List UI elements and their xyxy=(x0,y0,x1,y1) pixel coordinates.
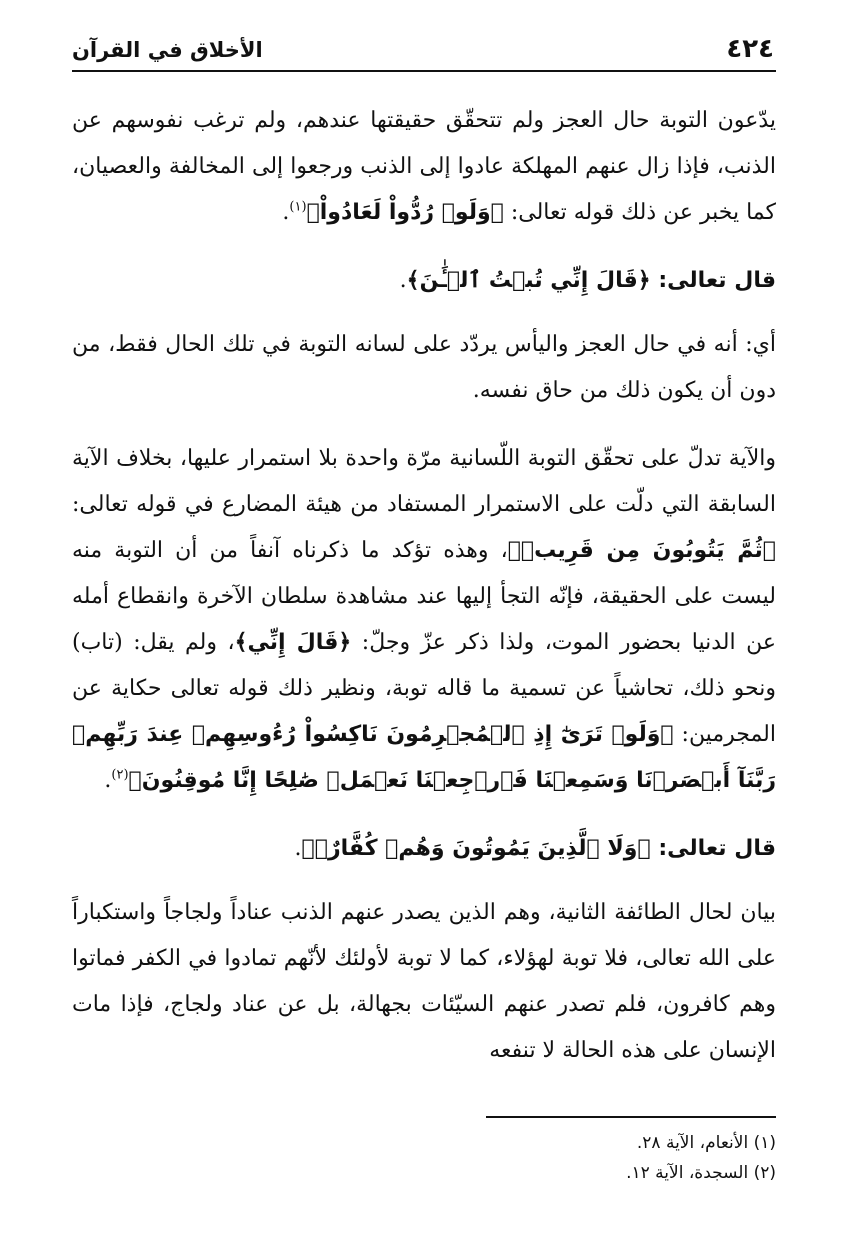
page-number: ٤٢٤ xyxy=(726,34,774,64)
running-title: الأخلاق في القرآن xyxy=(72,38,263,62)
paragraph xyxy=(72,322,776,414)
paragraph-text: والآية تدلّ على تحقّق التوبة اللّسانية مرّة واحدة بلا استمرار عليها، بخلاف الآية السابقة التي دلّت على الاستمرار المستفاد من هيئة المضارع في قوله تعالى: xyxy=(72,446,776,517)
quran-verse: ﴿قَالَ إِنِّي تُبۡتُ ٱلۡـَٰٔنَ﴾ xyxy=(406,268,651,293)
paragraph-text: . xyxy=(399,268,407,293)
quran-verse: ﴿قَالَ إِنِّي﴾ xyxy=(234,630,352,655)
footnote: (١) الأنعام، الآية ٢٨. xyxy=(636,1133,776,1153)
body-text xyxy=(72,98,776,1074)
paragraph xyxy=(72,436,776,804)
footnote-reference: (٢) xyxy=(111,767,129,783)
paragraph-text: بيان لحال الطائفة الثانية، وهم الذين يصدر عنهم الذنب عناداً ولجاجاً واستكباراً على الله تعالى، فلا توبة لهؤلاء، كما لا توبة لأولئك لأنّهم تمادوا في الكفر فماتوا وهم كافرون، فلم تصدر عنهم السيّئات بجهالة، بل عن عناد ولجاج، فإذا مات الإنسان على هذه الحالة لا تنفعه xyxy=(72,900,776,1063)
verse-lead: قال تعالى: xyxy=(650,268,776,293)
paragraph-text: ، وهذه تؤكد ما ذكرناه آنفاً من أن التوبة منه ليست على الحقيقة، فإنّه التجأ إليها عند مشاهدة سلطان الآخرة وانقطاع أمله عن الدنيا بحضور الموت، ولذا ذكر عزّ وجلّ: xyxy=(72,538,776,655)
paragraph-text: . xyxy=(104,768,112,793)
quran-verse: ﴿وَلَوۡ رُدُّواْ لَعَادُواْ﴾ xyxy=(306,200,504,225)
footnote-divider xyxy=(486,1116,776,1118)
verse-lead: قال تعالى: xyxy=(650,836,776,861)
paragraph xyxy=(72,258,776,304)
paragraph xyxy=(72,826,776,872)
footnote-reference: (١) xyxy=(289,199,307,215)
paragraph-text: أي: أنه في حال العجز واليأس يردّد على لسانه التوبة في تلك الحال فقط، من دون أن يكون ذلك من حاق نفسه. xyxy=(72,332,776,403)
quran-verse: ﴿ثُمَّ يَتُوبُونَ مِن قَرِيبٖ﴾ xyxy=(507,538,777,563)
paragraph-text: ، ولم يقل: (تاب) ونحو ذلك، تحاشياً عن تسمية ما قاله توبة، ونظير ذلك قوله تعالى حكاية عن المجرمين: xyxy=(72,630,776,747)
page-header xyxy=(72,30,776,72)
paragraph xyxy=(72,890,776,1074)
footnotes xyxy=(72,1116,776,1188)
paragraph-text: . xyxy=(294,836,302,861)
paragraph-text: يدّعون التوبة حال العجز ولم تتحقّق حقيقتها عندهم، ولم ترغب نفوسهم عن الذنب، فإذا زال عنهم المهلكة عادوا إلى الذنب ورجعوا إلى المخالفة والعصيان، كما يخبر عن ذلك قوله تعالى: xyxy=(72,108,776,225)
quran-verse: ﴿وَلَوۡ تَرَىٰٓ إِذِ ٱلۡمُجۡرِمُونَ نَاكِسُواْ رُءُوسِهِمۡ عِندَ رَبِّهِمۡ رَبَّنَآ أَبۡصَرۡنَا وَسَمِعۡنَا فَٱرۡجِعۡنَا نَعۡمَلۡ صَٰلِحًا إِنَّا مُوقِنُونَ﴾ xyxy=(72,722,776,793)
book-page xyxy=(72,30,776,1220)
footnote: (٢) السجدة، الآية ١٢. xyxy=(626,1163,776,1183)
paragraph xyxy=(72,98,776,236)
quran-verse: ﴿وَلَا ٱلَّذِينَ يَمُوتُونَ وَهُمۡ كُفَّارٌۚ﴾ xyxy=(301,836,651,861)
paragraph-text: . xyxy=(282,200,290,225)
